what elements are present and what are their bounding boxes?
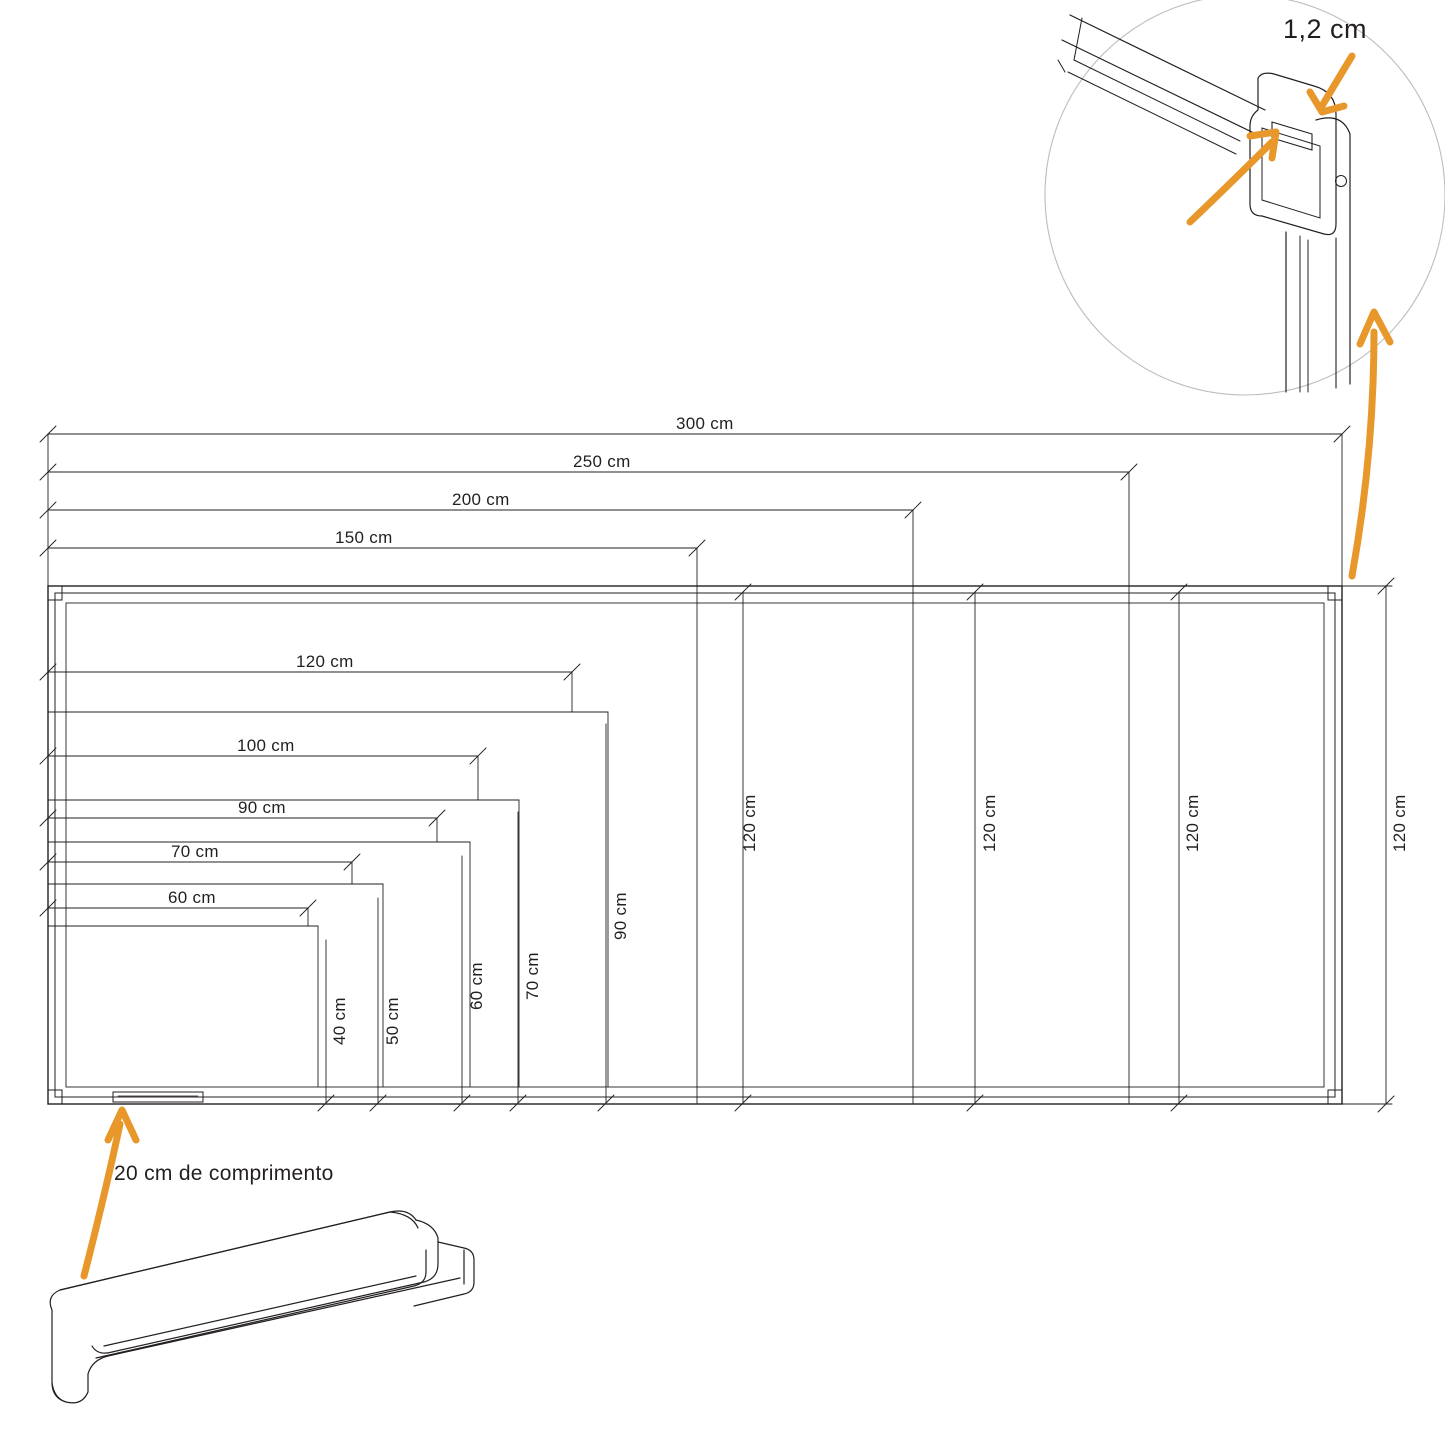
- dim-label-300: 300 cm: [676, 414, 734, 433]
- dim-label-h120-c: 120 cm: [1183, 794, 1202, 852]
- whiteboard-frame: [48, 586, 1342, 1104]
- dim-label-h120-b: 120 cm: [980, 794, 999, 852]
- dim-label-h60: 60 cm: [467, 962, 486, 1010]
- dim-label-200: 200 cm: [452, 490, 510, 509]
- right-height-dimension: [1342, 578, 1394, 1112]
- callout-tray-length: 20 cm de comprimento: [114, 1162, 334, 1185]
- pen-tray-illustration: [50, 1211, 474, 1403]
- dim-label-h70: 70 cm: [523, 952, 542, 1000]
- dim-label-h40: 40 cm: [330, 997, 349, 1045]
- dim-label-h120-a: 120 cm: [740, 794, 759, 852]
- dim-label-250: 250 cm: [573, 452, 631, 471]
- dim-label-70: 70 cm: [171, 842, 219, 861]
- dim-label-h120-right: 120 cm: [1390, 794, 1409, 852]
- nested-size-rectangles: [40, 664, 608, 1087]
- dim-label-h50: 50 cm: [383, 997, 402, 1045]
- callout-arrows: [84, 56, 1390, 1276]
- dim-label-150: 150 cm: [335, 528, 393, 547]
- callout-frame-thickness: 1,2 cm: [1283, 14, 1368, 44]
- top-dimension-lines: [40, 426, 1350, 1103]
- dim-label-60: 60 cm: [168, 888, 216, 907]
- dim-label-120: 120 cm: [296, 652, 354, 671]
- dim-label-90: 90 cm: [238, 798, 286, 817]
- dim-label-h90: 90 cm: [611, 892, 630, 940]
- dim-label-100: 100 cm: [237, 736, 295, 755]
